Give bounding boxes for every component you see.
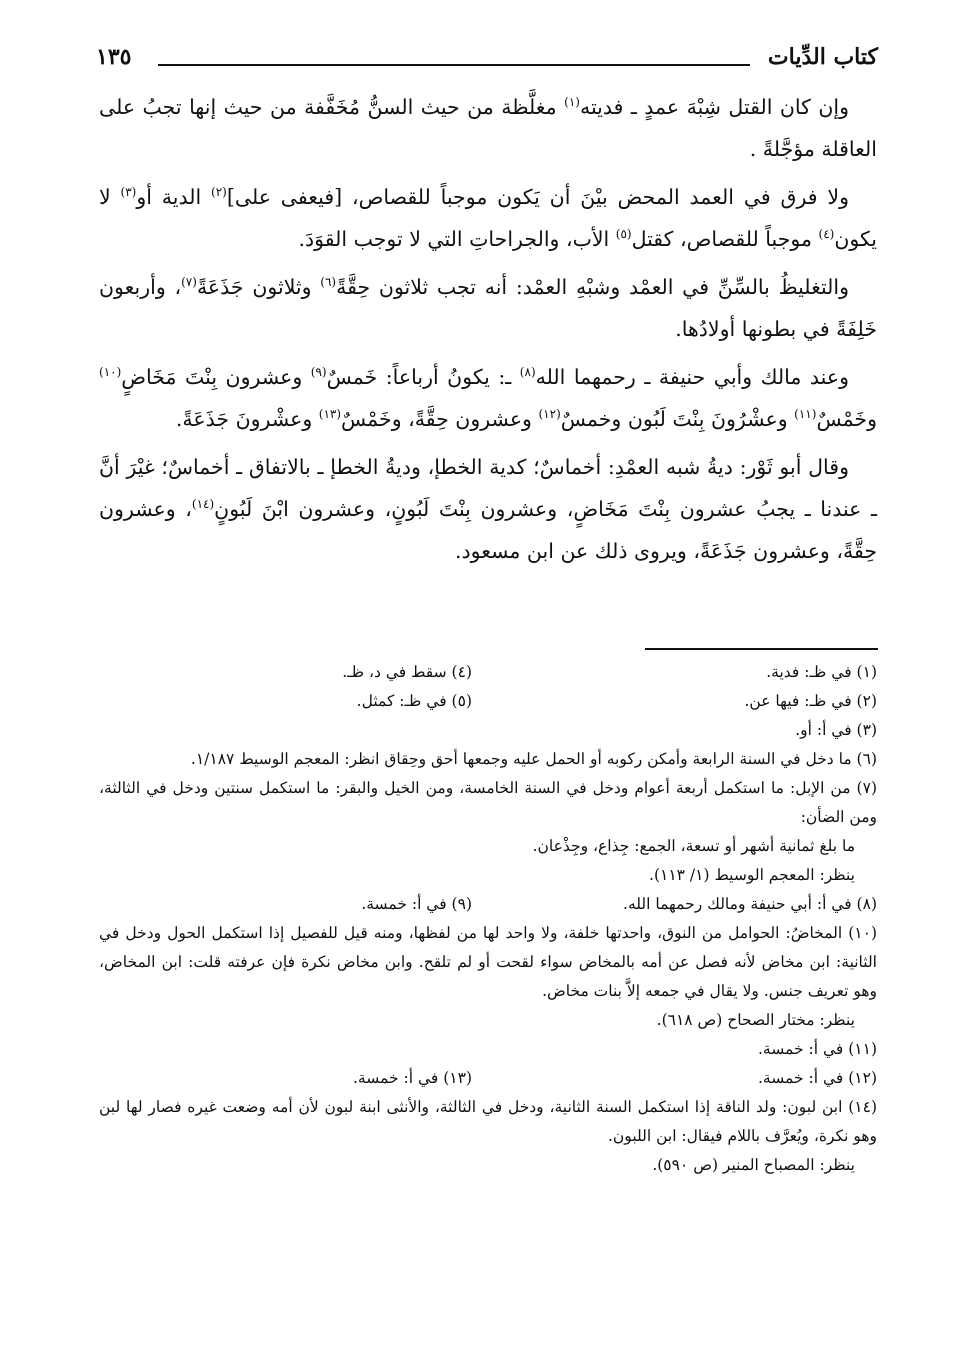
main-text bbox=[99, 86, 877, 578]
footnotes bbox=[99, 658, 877, 1180]
text-run: ـ: يكونُ أرباعاً: خَمسٌ bbox=[326, 365, 520, 389]
footnote-4: (٤) سقط في د، ظـ. bbox=[342, 663, 472, 681]
footnote-ref-11: (١١) bbox=[794, 407, 817, 422]
text-run: وإن كان القتل شِبْهَ عمدٍ ـ فديته bbox=[579, 95, 850, 119]
text-run: وعشْرُونَ بِنْتَ لَبُون وخمسٌ bbox=[560, 407, 795, 431]
footnote-ref-10: (١٠) bbox=[99, 365, 122, 380]
footnote-2: (٢) في ظـ: فيها عن. bbox=[744, 692, 877, 710]
text-run: ولا فرق في العمد المحض بيْنَ أن يَكون موجباً للقصاص، [فيعفى على] bbox=[226, 185, 849, 209]
paragraph-5 bbox=[99, 446, 877, 572]
footnote-11: (١١) في أ: خمسة. bbox=[757, 1040, 877, 1058]
footnote-ref-1: (١) bbox=[564, 95, 580, 110]
text-run: وعشْرونَ جَذَعَةً. bbox=[175, 407, 319, 431]
footnote-1: (١) في ظـ: فدية. bbox=[766, 663, 877, 681]
text-run: الأب، والجراحاتِ التي لا توجب القوَدَ. bbox=[298, 227, 616, 251]
text-run: وعند مالك وأبي حنيفة ـ رحمهما الله bbox=[535, 365, 849, 389]
footnote-7: (٧) من الإبل: ما استكمل أربعة أعوام ودخل في السنة الخامسة، ومن الخيل والبقر: ما استكمل سنتين ودخل في الثالثة، ومن الضأن: bbox=[99, 779, 877, 826]
footnote-12: (١٢) في أ: خمسة. bbox=[757, 1069, 877, 1087]
footnote-ref-6: (٦) bbox=[320, 275, 337, 290]
footnote-ref-13: (١٣) bbox=[318, 407, 342, 422]
text-run: وعشرون حِقَّةً، وخَمْسٌ bbox=[341, 407, 539, 431]
footnote-10-source: ينظر: مختار الصحاح (ص ٦١٨). bbox=[656, 1011, 855, 1029]
footnote-ref-2: (٢) bbox=[211, 185, 227, 200]
footnote-row bbox=[99, 1064, 877, 1093]
text-run: الدية أو bbox=[136, 185, 212, 209]
footnote-row bbox=[99, 687, 877, 716]
text-run: لا يكون bbox=[99, 185, 877, 251]
footnote-separator bbox=[645, 648, 878, 650]
page-header bbox=[96, 44, 878, 78]
footnote-10: (١٠) المخاضُ: الحوامل من النوق، واحدتها خلفة، ولا واحد لها من لفظها، ومنه قيل للفصيل إذا استكمل الحول ودخل في الثانية: ابن مخاض لأنه فصل عن أمه بالمخاض سواء لقحت أو لم تلقح. وابن مخاض نكرة فإن عرفته قلت: ابن المخاض، وهو تعريف جنس. ولا يقال في جمعه إلاَّ بنات مخاض. bbox=[99, 924, 877, 1000]
footnote-9: (٩) في أ: خمسة. bbox=[361, 895, 472, 913]
footnote-ref-3: (٣) bbox=[120, 185, 137, 200]
footnote-ref-5: (٥) bbox=[615, 227, 632, 242]
header-rule bbox=[158, 64, 750, 66]
text-run: موجباً للقصاص، كقتل bbox=[631, 227, 819, 251]
text-run: والتغليظُ بالسِّنِّ في العمْد وشبْهِ العمْد: أنه تجب ثلاثون حِقَّةً bbox=[336, 275, 849, 299]
footnote-13: (١٣) في أ: خمسة. bbox=[352, 1069, 472, 1087]
footnote-row bbox=[99, 890, 877, 919]
footnote-ref-9: (٩) bbox=[310, 365, 327, 380]
footnote-8: (٨) في أ: أبي حنيفة ومالك رحمهما الله. bbox=[623, 895, 877, 913]
page-number: ١٣٥ bbox=[96, 44, 132, 70]
footnote-14: (١٤) ابن لبون: ولد الناقة إذا استكمل السنة الثانية، ودخل في الثالثة، والأنثى ابنة لبون لأن أمه وضعت غيره فصار لها لبن وهو نكرة، ويُعرَّف باللام فيقال: ابن اللبون. bbox=[99, 1098, 877, 1145]
running-title: كتاب الدِّيات bbox=[767, 44, 878, 70]
footnote-3: (٣) في أ: أو. bbox=[795, 721, 877, 739]
footnote-ref-4: (٤) bbox=[818, 227, 835, 242]
paragraph-4 bbox=[99, 356, 877, 440]
text-run: ، وعشرون حِقَّةً، وعشرون جَذَعَةً، ويروى ذلك عن ابن مسعود. bbox=[99, 497, 877, 563]
footnote-7-line: ما بلغ ثمانية أشهر أو تسعة، الجمع: جِذاع، وجِذْعان. bbox=[532, 837, 855, 855]
footnote-ref-14: (١٤) bbox=[191, 497, 215, 512]
footnote-ref-8: (٨) bbox=[519, 365, 536, 380]
paragraph-1 bbox=[99, 86, 877, 170]
text-run: مغلَّظة من حيث السنُّ مُخَفَّفة من حيث إنها تجبُ على العاقلة مؤجَّلةً . bbox=[99, 95, 877, 161]
text-run: وخَمْسٌ bbox=[816, 407, 877, 431]
footnote-6: (٦) ما دخل في السنة الرابعة وأمكن ركوبه أو الحمل عليه وجمعها أحق وحِقاق انظر: المعجم الوسيط ١/١٨٧. bbox=[190, 750, 877, 768]
footnote-ref-12: (١٢) bbox=[538, 407, 561, 422]
text-run: وقال أبو ثَوْر: ديةُ شبه العمْدِ: أخماسٌ؛ كدية الخطإ، وديةُ الخطإ ـ بالاتفاق ـ أخماسٌ؛ غيْرَ أنَّ ـ عندنا ـ يجبُ عشرون بِنْتَ مَخَاضٍ، وعشرون بِنْتَ لَبُونٍ، وعشرون ابْنَ لَبُونٍ bbox=[99, 455, 877, 521]
footnote-5: (٥) في ظـ: كمثل. bbox=[356, 692, 472, 710]
paragraph-3 bbox=[99, 266, 877, 350]
text-run: ، وأربعون خَلِفَةً في بطونها أولادُها. bbox=[99, 275, 877, 341]
paragraph-2 bbox=[99, 176, 877, 260]
text-run: وثلاثون جَذَعَةً bbox=[196, 275, 321, 299]
footnote-row bbox=[99, 658, 877, 687]
footnote-14-source: ينظر: المصباح المنير (ص ٥٩٠). bbox=[652, 1156, 855, 1174]
footnote-ref-7: (٧) bbox=[181, 275, 197, 290]
text-run: وعشرون بِنْتَ مَخَاضٍ bbox=[121, 365, 311, 389]
footnote-7-source: ينظر: المعجم الوسيط (١/ ١١٣). bbox=[649, 866, 855, 884]
